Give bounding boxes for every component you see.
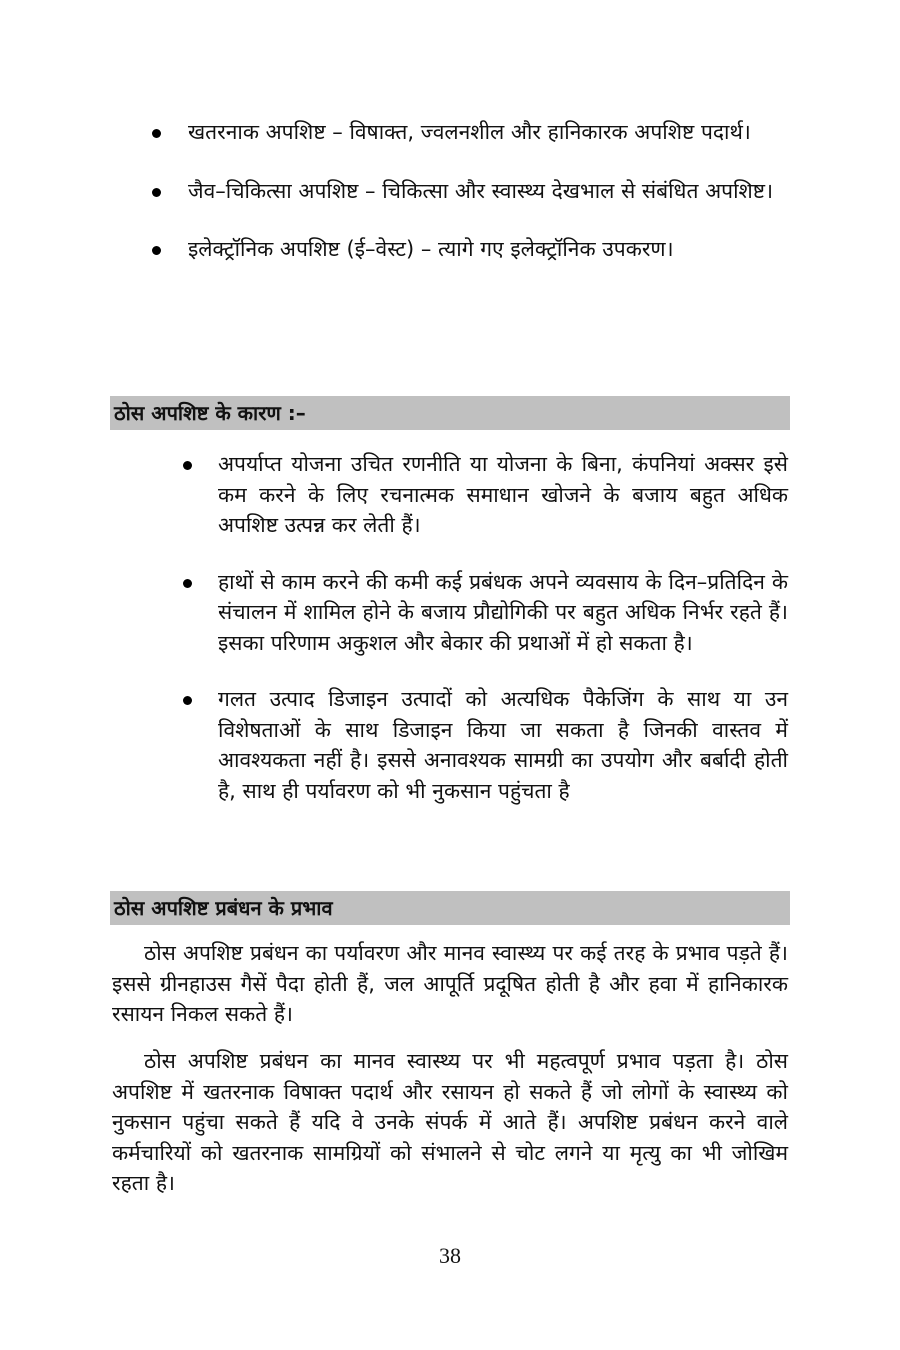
bullet-icon [183,696,192,705]
section-heading-causes: ठोस अपशिष्ट के कारण :– [110,396,790,430]
bullet-icon [152,188,161,197]
paragraph: ठोस अपशिष्ट प्रबंधन का पर्यावरण और मानव स्वास्थ्य पर कई तरह के प्रभाव पड़ते हैं। इससे ग्रीनहाउस गैसें पैदा होती हैं, जल आपूर्ति प्रदूषित होती है और हवा में हानिकारक रसायन निकल सकते हैं। [112,941,788,1026]
list-item-text: जैव–चिकित्सा अपशिष्ट – चिकित्सा और स्वास्थ्य देखभाल से संबंधित अपशिष्ट। [188,178,774,203]
list-item-text: हाथों से काम करने की कमी कई प्रबंधक अपने व्यवसाय के दिन–प्रतिदिन के संचालन में शामिल होने के बजाय प्रौद्योगिकी पर बहुत अधिक निर्भर रहते हैं। इसका परिणाम अकुशल और बेकार की प्रथाओं में हो सकता है। [218,569,788,655]
list-item-text: अपर्याप्त योजना उचित रणनीति या योजना के बिना, कंपनियां अक्सर इसे कम करने के लिए रचनात्मक समाधान खोजने के बजाय बहुत अधिक अपशिष्ट उत्पन्न कर लेती हैं। [218,452,788,537]
list-item-text: खतरनाक अपशिष्ट – विषाक्त, ज्वलनशील और हानिकारक अपशिष्ट पदार्थ। [188,120,751,144]
list-item [218,567,788,659]
paragraph: ठोस अपशिष्ट प्रबंधन का मानव स्वास्थ्य पर भी महत्वपूर्ण प्रभाव पड़ता है। ठोस अपशिष्ट में खतरनाक विषाक्त पदार्थ और रसायन हो सकते हैं जो लोगों के स्वास्थ्य को नुकसान पहुंचा सकते हैं यदि वे उनके संपर्क में आते हैं। अपशिष्ट प्रबंधन करने वाले कर्मचारियों को खतरनाक सामग्रियों को संभालने से चोट लगने या मृत्यु का भी जोखिम रहता है। [112,1049,788,1195]
bullet-icon [183,461,192,470]
causes-list [218,449,788,832]
list-item [188,117,788,148]
list-item-text: गलत उत्पाद डिजाइन उत्पादों को अत्यधिक पैकेजिंग के साथ या उन विशेषताओं के साथ डिजाइन किया जा सकता है जिनकी वास्तव में आवश्यकता नहीं है। इससे अनावश्यक सामग्री का उपयोग और बर्बादी होती है, साथ ही पर्यावरण को भी नुकसान पहुंचता है [218,687,788,803]
list-item [188,176,788,207]
list-item [218,449,788,541]
list-item-text: इलेक्ट्रॉनिक अपशिष्ट (ई–वेस्ट) – त्यागे गए इलेक्ट्रॉनिक उपकरण। [188,237,674,261]
list-item [218,684,788,806]
list-item [188,234,788,265]
waste-types-list [188,117,788,293]
bullet-icon [152,246,161,255]
page-number: 38 [439,1243,461,1268]
section-heading-effects: ठोस अपशिष्ट प्रबंधन के प्रभाव [110,891,790,925]
bullet-icon [183,579,192,588]
bullet-icon [152,129,161,138]
